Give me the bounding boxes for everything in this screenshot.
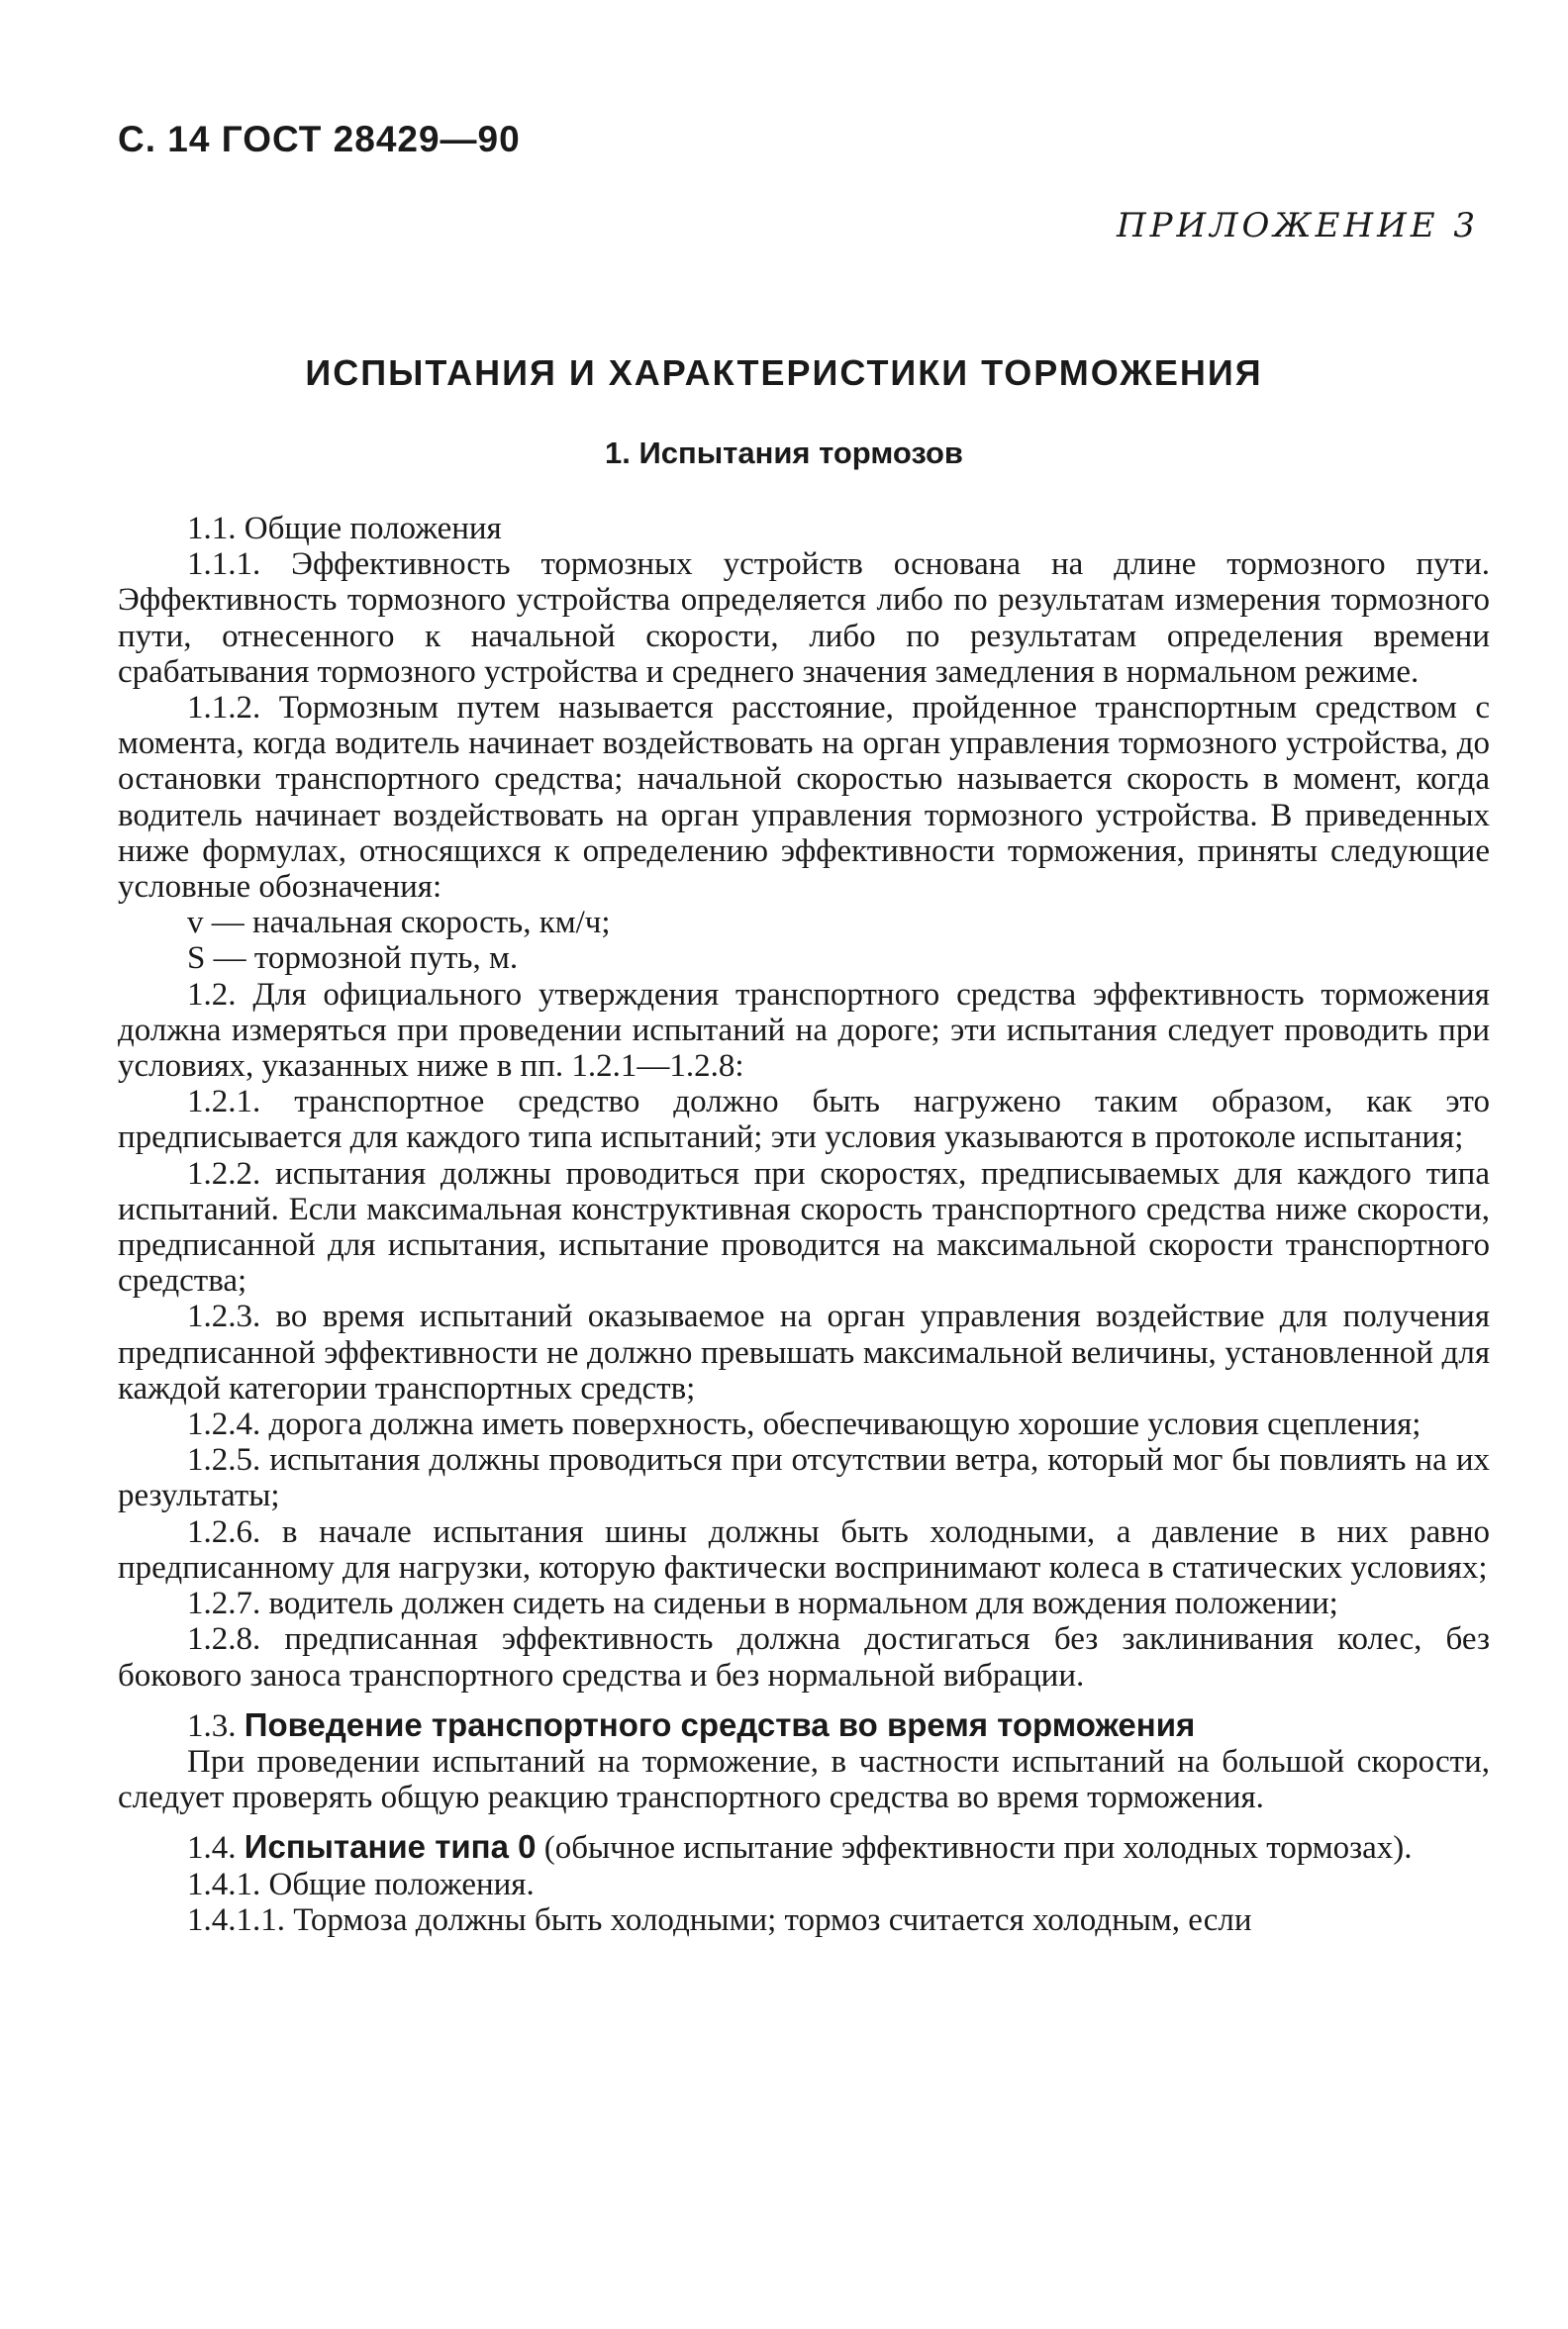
- paragraph-1-2-4: 1.2.4. дорога должна иметь поверхность, обеспечивающую хорошие условия сцепления;: [187, 1407, 1421, 1443]
- paragraph-1-4: [118, 1829, 1490, 1866]
- page-ref: С. 14: [118, 119, 211, 159]
- paragraph-1-1-2: 1.1.2. Тормозным путем называется расстояние, пройденное транспортным средством с момента, когда водитель начинает воздействовать на орган управления тормозного устройства, до остановки транспортного средства; начальной скоростью называется скорость в момент, когда водитель начинает воздействовать на орган управления тормозного устройства. В приведенных ниже формулах, относящихся к определению эффективности торможения, приняты следующие условные обозначения:: [118, 690, 1490, 906]
- page-header: [118, 119, 521, 160]
- paragraph-1-3-title: Поведение транспортного средства во время торможения: [244, 1705, 1196, 1743]
- appendix-label: ПРИЛОЖЕНИЕ 3: [1116, 206, 1479, 245]
- paragraph-1-3-text: При проведении испытаний на торможение, в частности испытаний на большой скорости, следует проверять общую реакцию транспортного средства во время торможения.: [118, 1743, 1490, 1816]
- section-heading: 1. Испытания тормозов: [604, 436, 963, 470]
- paragraph-1-2-6: 1.2.6. в начале испытания шины должны быть холодными, а давление в них равно предписанному для нагрузки, которую фактически воспринимают колеса в статических условиях;: [118, 1513, 1490, 1586]
- definition-v: v — начальная скорость, км/ч;: [187, 905, 611, 941]
- paragraph-1-2-5: 1.2.5. испытания должны проводиться при отсутствии ветра, который мог бы повлиять на их результаты;: [118, 1442, 1490, 1514]
- definition-s: S — тормозной путь, м.: [187, 940, 519, 977]
- paragraph-1-3-heading: [118, 1707, 1490, 1744]
- paragraph-1-2-1: 1.2.1. транспортное средство должно быть нагружено таким образом, как это предписывается для каждого типа испытаний; эти условия указываются в протоколе испытания;: [118, 1084, 1490, 1156]
- paragraph-1-2-2: 1.2.2. испытания должны проводиться при скоростях, предписываемых для каждого типа испытаний. Если максимальная конструктивная скорость транспортного средства ниже скорости, предписанной для испытания, испытание проводится на максимальной скорости транспортного средства;: [118, 1155, 1490, 1300]
- paragraph-1-4-title: Испытание типа 0: [244, 1828, 537, 1866]
- standard-number: ГОСТ 28429—90: [221, 119, 521, 159]
- paragraph-1-4-1-1: 1.4.1.1. Тормоза должны быть холодными; тормоз считается холодным, если: [187, 1901, 1252, 1938]
- paragraph-1-3-number: 1.3.: [187, 1707, 237, 1744]
- paragraph-1-4-1: 1.4.1. Общие положения.: [187, 1866, 535, 1902]
- document-title: ИСПЫТАНИЯ И ХАРАКТЕРИСТИКИ ТОРМОЖЕНИЯ: [305, 352, 1263, 393]
- paragraph-1-1: 1.1. Общие положения: [187, 511, 502, 546]
- paragraph-1-2-8: 1.2.8. предписанная эффективность должна достигаться без заклинивания колес, без бокового заноса транспортного средства и без нормальной вибрации.: [118, 1621, 1490, 1694]
- paragraph-1-2-3: 1.2.3. во время испытаний оказываемое на орган управления воздействие для получения предписанной эффективности не должно превышать максимальной величины, установленной для каждой категории транспортных средств;: [118, 1299, 1490, 1407]
- paragraph-1-1-1: 1.1.1. Эффективность тормозных устройств основана на длине тормозного пути. Эффективность тормозного устройства определяется либо по результатам измерения тормозного пути, отнесенного к начальной скорости, либо по результатам определения времени срабатывания тормозного устройства и среднего значения замедления в нормальном режиме.: [118, 546, 1490, 690]
- body-text: [118, 511, 1490, 1938]
- paragraph-1-4-number: 1.4.: [187, 1830, 237, 1867]
- paragraph-1-2-7: 1.2.7. водитель должен сидеть на сиденьи в нормальном для вождения положении;: [187, 1586, 1338, 1622]
- paragraph-1-2: 1.2. Для официального утверждения транспортного средства эффективность торможения должна измеряться при проведении испытаний на дороге; эти испытания следует проводить при условиях, указанных ниже в пп. 1.2.1—1.2.8:: [118, 976, 1490, 1085]
- paragraph-1-4-text: (обычное испытание эффективности при холодных тормозах).: [543, 1830, 1413, 1867]
